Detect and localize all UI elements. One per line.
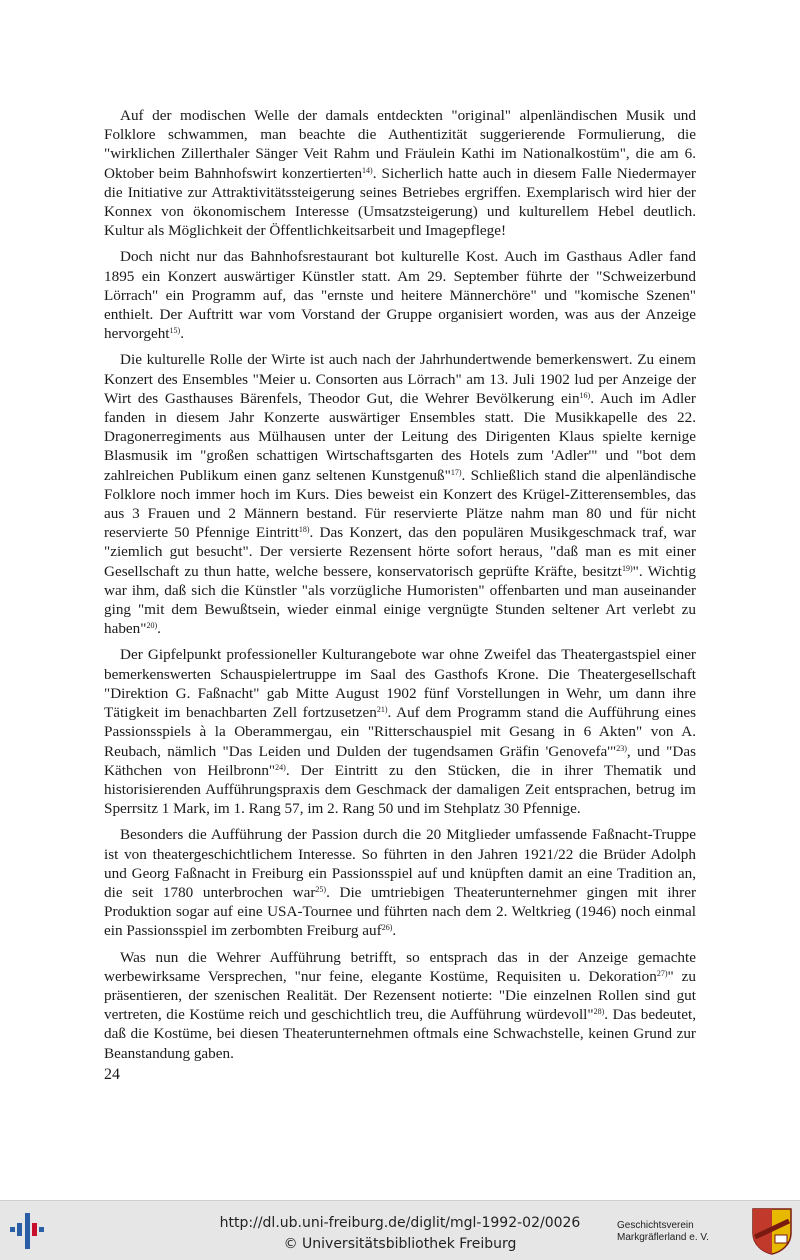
text-run: . [157,620,161,638]
text-run: Die kulturelle Rolle der Wirte ist auch nach der Jahrhundertwende bemerkenswert. Zu einem Konzert des Ensembles "Meier u. Consorten aus Lörrach" am 13. Juli 1902 lud per Anzeige der Wirt des Gasthauses Bärenfels, Theodor Gut, die Wehrer Bevölkerung ein [104,351,696,407]
copyright-notice: © Universitätsbibliothek Freiburg [283,1236,517,1252]
text-run: . [392,922,397,940]
text-run: . Auch im Adler fanden in diesem Jahr Konzerte auswärtiger Ensembles statt. Die Musikkapelle des 22. Dragonerregiments aus Mülhausen unter der Leitung des Dirigenten Klaus spielte kernige Blasmusik im "großen schattigen Wirtschaftsgarten des Hotels zum 'Adler'" und "bot dem zahlreichen Publikum einen ganz seltenen Kunstgenuß" [104,389,696,484]
text-run: . Auf dem Programm stand die Aufführung eines Passionsspiels à la Oberammergau, ein "Ritterschauspiel mit Gesang in 6 Akten" von A. Reubach, nämlich "Das Leiden und Dulden der tugendsamen Gräfin 'Genovefa'" [104,704,696,760]
footnote-ref: 14) [362,165,373,175]
text-run: ". Wichtig war ihm, daß sich die Künstler "als vorzügliche Humoristen" offenbarten und man auseinander ging "mit dem Bewußtsein, wieder einmal einige vergnügte Stunden seltener Art verlebt zu haben" [104,562,696,638]
page-number: 24 [104,1066,120,1083]
society-name [617,1220,747,1244]
text-run: . Schließlich stand die alpenländische Folklore noch immer hoch im Kurs. Dies beweist ein Konzert des Krügel-Zitterensembles, das aus 3 Frauen und 2 Männern bestand. Für reservierte Plätze nahm man 80 und für nicht reservierte 50 Pfennige Eintritt [104,466,696,542]
text-run: " zu präsentieren, der szenischen Realität. Der Rezensent notierte: "Die einzelnen Rollen sind gut vertreten, die Kostüme reich und geschichtlich treu, die Aufführung würdevoll" [104,967,696,1024]
text-run: , und "Das Käthchen von Heilbronn" [104,742,696,779]
footnote-ref: 25) [315,884,327,894]
footnote-ref: 26) [381,923,393,933]
footnote-ref: 19) [621,563,633,573]
text-run: Auf der modischen Welle der damals entdeckten "original" alpenländischen Musik und Folklore schwammen, man beachte die Authentizität suggerierende Formulierung, die "wirklichen Zillerthaler Sänger Veit Rahm und Fräulein Kathi im Nationalkostüm", die am 6. Oktober beim Bahnhofswirt konzertierten [104,107,696,182]
text-run: Besonders die Aufführung der Passion durch die 20 Mitglieder umfassende Faßnacht-Truppe ist von theatergeschichtlichem Interesse. So führten in den Jahren 1921/22 die Brüder Adolph und Georg Faßnacht in Freiburg ein Passionsspiel auf und knüpften damit an eine Tradition an, die seit 1780 unterbrochen war [104,826,696,901]
footnote-ref: 15) [169,326,181,336]
footnote-ref: 20) [146,621,158,631]
paragraph [104,825,696,940]
text-run: Was nun die Wehrer Aufführung betrifft, so entsprach das in der Anzeige gemachte werbewirksame Versprechen, "nur feine, elegante Kostüme, Requisiten u. Dekoration [104,948,696,985]
footnote-ref: 21) [376,705,388,715]
footnote-ref: 23) [616,743,627,753]
paragraph [104,350,696,638]
society-name-line2: Markgräflerland e. V. [617,1232,709,1243]
crest-icon[interactable] [751,1207,793,1255]
footnote-ref: 17) [450,467,462,477]
society-name-line1: Geschichtsverein [617,1220,694,1231]
footnote-ref: 16) [579,390,591,400]
text-run: Doch nicht nur das Bahnhofsrestaurant bot kulturelle Kost. Auch im Gasthaus Adler fand 1895 ein Konzert auswärtiger Künstler statt. Am 29. September führte der "Schweizerbund Lörrach" ein Programm auf, das "ernste und heitere Männerchöre" und "komische Szenen" enthielt. Der Auftritt war vom Vorstand der Gruppe organisiert worden, was aus der Anzeige hervorgeht [104,248,696,343]
footnote-ref: 18) [298,525,310,535]
ub-freiburg-logo-icon[interactable] [10,1211,44,1251]
text-run: . Der Eintritt zu den Stücken, die in ihrer Thematik und historisierenden Aufführungspraxis dem Geschmack der damaligen Zeit entsprachen, betrug im Sperrsitz 1 Mark, im 1. Rang 57, im 2. Rang 50 und im Stehplatz 30 Pfennige. [104,761,696,818]
document-url-link[interactable]: http://dl.ub.uni-freiburg.de/diglit/mgl-1992-02/0026 [219,1215,581,1231]
paragraph [104,645,696,818]
body-text [104,106,696,1070]
paragraph [104,247,696,343]
footnote-ref: 28) [593,1007,605,1017]
text-run: . Das bedeutet, daß die Kostüme, bei diesen Theaterunternehmen oftmals eine Schwachstelle, keinen Grund zur Beanstandung gaben. [104,1006,697,1062]
text-run: . Sicherlich hatte auch in diesem Falle Niedermayer die Initiative zur Attraktivitätssteigerung seines Betriebes ergriffen. Exemplarisch wird hier der Konnex von ökonomischem Interesse (Umsatzsteigerung) und kulturellem Hebel deutlich. Kultur als Möglichkeit der Öffentlichkeitsarbeit und Imagepflege! [104,164,696,240]
text-run: . Das Konzert, das den populären Musikgeschmack traf, war "ziemlich gut besucht". Der versierte Rezensent hörte sofort heraus, "daß man es mit einer Gesellschaft zu thun hatte, welche bessere, konservatorisch geprüfte Kräfte, besitzt [104,524,697,580]
paragraph [104,106,696,240]
viewer-footer [0,1200,800,1260]
footnote-ref: 24) [275,762,286,772]
footnote-ref: 27) [656,968,668,978]
text-run: Der Gipfelpunkt professioneller Kulturangebote war ohne Zweifel das Theatergastspiel einer bemerkenswerten Schauspielertruppe im Saal des Gasthofs Krone. Die Theatergesellschaft "Direktion G. Faßnacht" gab Mitte August 1902 fünf Vorstellungen in Wehr, um dann ihre Tätigkeit im benachbarten Zell fortzusetzen [104,646,696,722]
paragraph [104,948,696,1063]
text-run: . [180,325,184,343]
text-run: . Die umtriebigen Theaterunternehmer gingen mit ihrer Produktion sogar auf eine USA-Tournee und führten nach dem 2. Weltkrieg (1946) noch einmal ein Passionsspiel im zerbombten Freiburg auf [104,883,696,940]
